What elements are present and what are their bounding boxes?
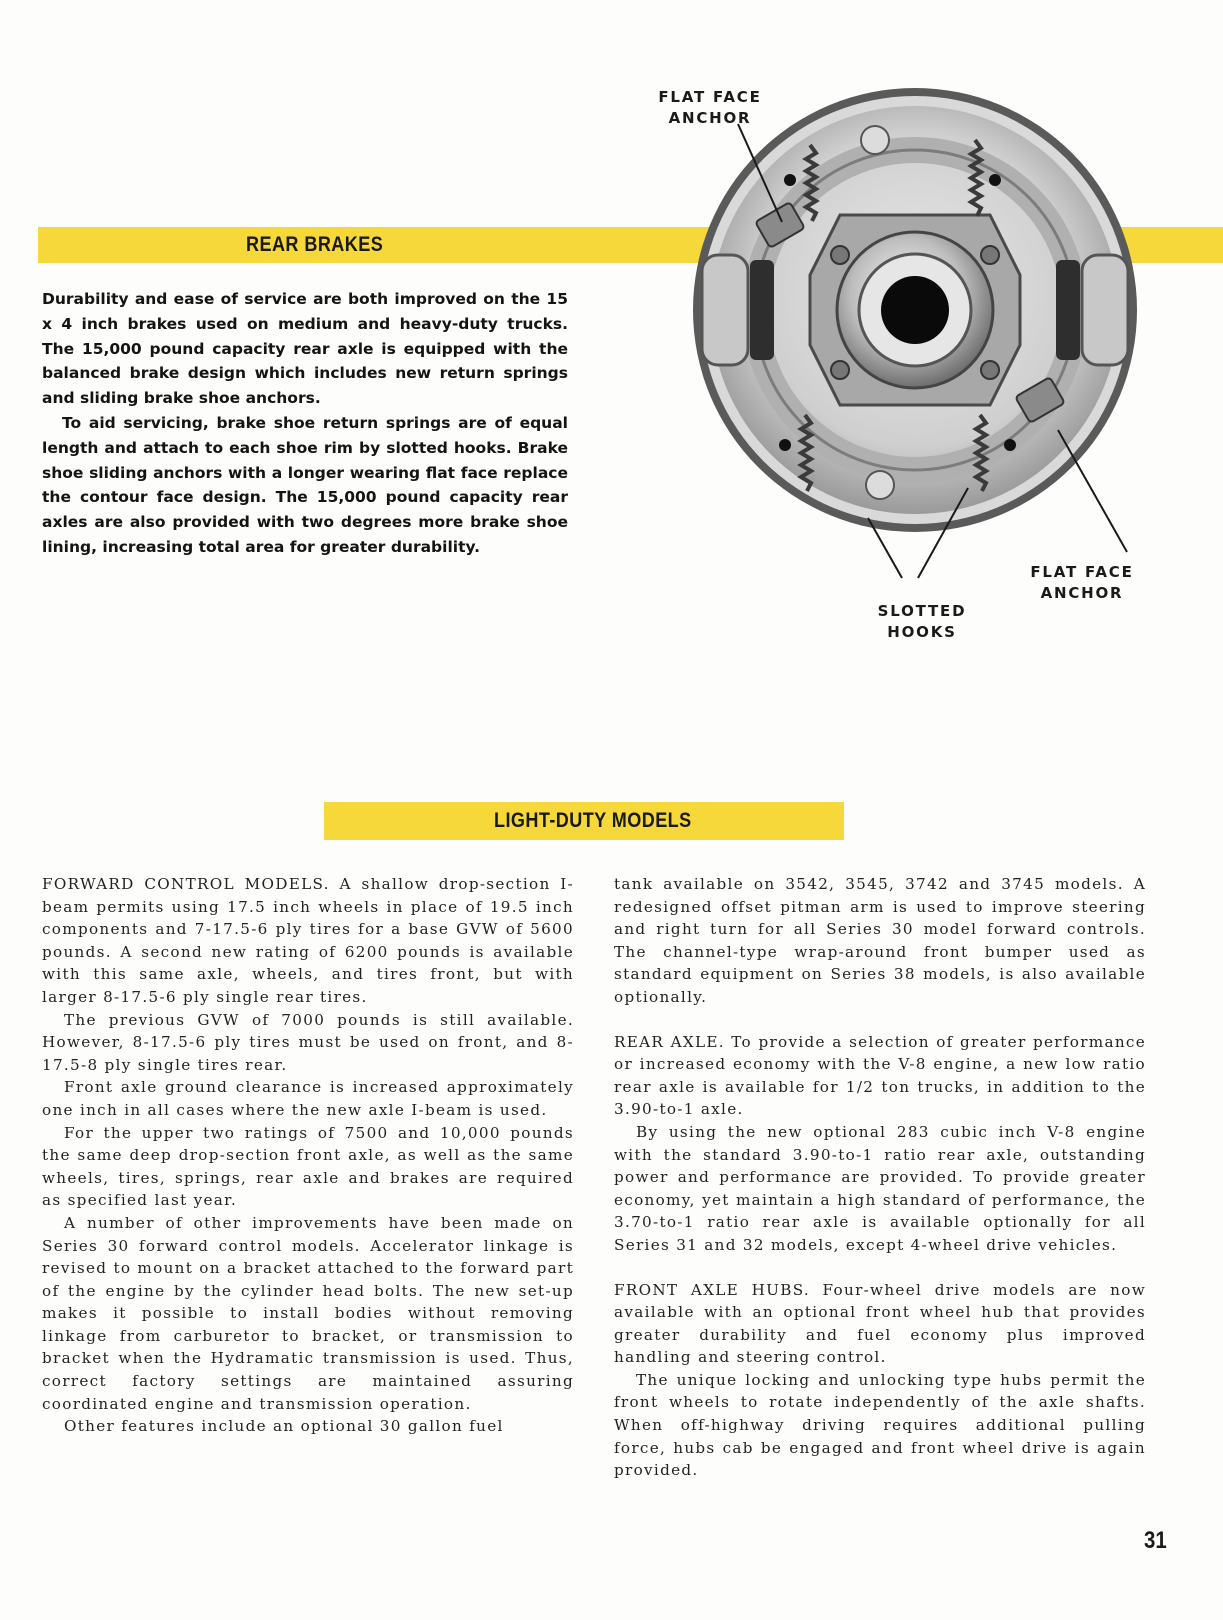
left-paragraph-4: For the upper two ratings of 7500 and 10,000 pounds the same deep drop-section front axle, as well as the same wheels, tires, springs, rear axle and brakes are required as specified last year. (42, 1123, 574, 1210)
right-paragraph-5: The unique locking and unlocking type hubs permit the front wheels to rotate independently of the axle shafts. When off-highway driving requires additional pulling force, hubs cab be engaged and front wheel drive is again provided. (614, 1370, 1146, 1480)
light-duty-left-column (42, 873, 574, 1438)
rear-brakes-heading: REAR BRAKES (246, 233, 384, 256)
right-paragraph-2: REAR AXLE. To provide a selection of greater performance or increased economy with the V-8 engine, a new low ratio rear axle is available for 1/2 ton trucks, in addition to the 3.90-to-1 axle. (614, 1032, 1146, 1119)
left-paragraph-3: Front axle ground clearance is increased approximately one inch in all cases where the new axle I-beam is used. (42, 1078, 574, 1119)
rear-brakes-paragraph-1: Durability and ease of service are both improved on the 15 x 4 inch brakes used on medium and heavy-duty trucks. The 15,000 pound capacity rear axle is equipped with the balanced brake design which includes new return springs and sliding brake shoe anchors. (42, 290, 568, 408)
label-flat-face-anchor-right: FLAT FACE ANCHOR (1030, 563, 1134, 602)
left-paragraph-2: The previous GVW of 7000 pounds is still available. However, 8-17.5-6 ply tires must be used on front, and 8-17.5-8 ply single tires rear. (42, 1010, 574, 1074)
light-duty-right-column (614, 873, 1146, 1482)
brake-assembly-image (690, 85, 1140, 535)
right-paragraph-4: FRONT AXLE HUBS. Four-wheel drive models are now available with an optional front wheel hub that provides greater durability and fuel economy plus improved handling and steering control. (614, 1280, 1146, 1367)
right-paragraph-1: tank available on 3542, 3545, 3742 and 3745 models. A redesigned offset pitman arm is used to improve steering and right turn for all Series 30 model forward controls. The channel-type wrap-around front bumper used as standard equipment on Series 38 models, is also available optionally. (614, 875, 1146, 1006)
label-slotted-hooks: SLOTTED HOOKS (877, 602, 967, 641)
label-flat-face-anchor-top: FLAT FACE ANCHOR (658, 88, 762, 127)
page-number: 31 (1144, 1527, 1167, 1554)
left-paragraph-5: A number of other improvements have been made on Series 30 forward control models. Accelerator linkage is revised to mount on a bracket attached to the forward part of the engine by the cylinder head bolts. The new set-up makes it possible to install bodies without removing linkage from carburetor to bracket, or transmission to bracket when the Hydramatic transmission is used. Thus, correct factory settings are maintained assuring coordinated engine and transmission operation. (42, 1213, 574, 1413)
right-paragraph-3: By using the new optional 283 cubic inch V-8 engine with the standard 3.90-to-1 ratio rear axle, outstanding power and performance are provided. To provide greater economy, yet maintain a high standard of performance, the 3.70-to-1 ratio rear axle is available optionally for all Series 31 and 32 models, except 4-wheel drive vehicles. (614, 1122, 1146, 1254)
left-paragraph-6: Other features include an optional 30 gallon fuel (64, 1417, 504, 1436)
rear-brakes-paragraph-2: To aid servicing, brake shoe return springs are of equal length and attach to each shoe rim by slotted hooks. Brake shoe sliding anchors with a longer wearing flat face replace the contour face design. The 15,000 pound capacity rear axles are also provided with two degrees more brake shoe lining, increasing total area for greater durability. (42, 413, 568, 556)
left-paragraph-1: FORWARD CONTROL MODELS. A shallow drop-section I-beam permits using 17.5 inch wheels in place of 19.5 inch components and 7-17.5-6 ply tires for a base GVW of 5600 pounds. A second new rating of 6200 pounds is available with this same axle, wheels, and tires front, but with larger 8-17.5-6 ply single rear tires. (42, 875, 574, 1006)
light-duty-heading: LIGHT-DUTY MODELS (494, 809, 692, 832)
rear-brakes-body (42, 287, 568, 560)
